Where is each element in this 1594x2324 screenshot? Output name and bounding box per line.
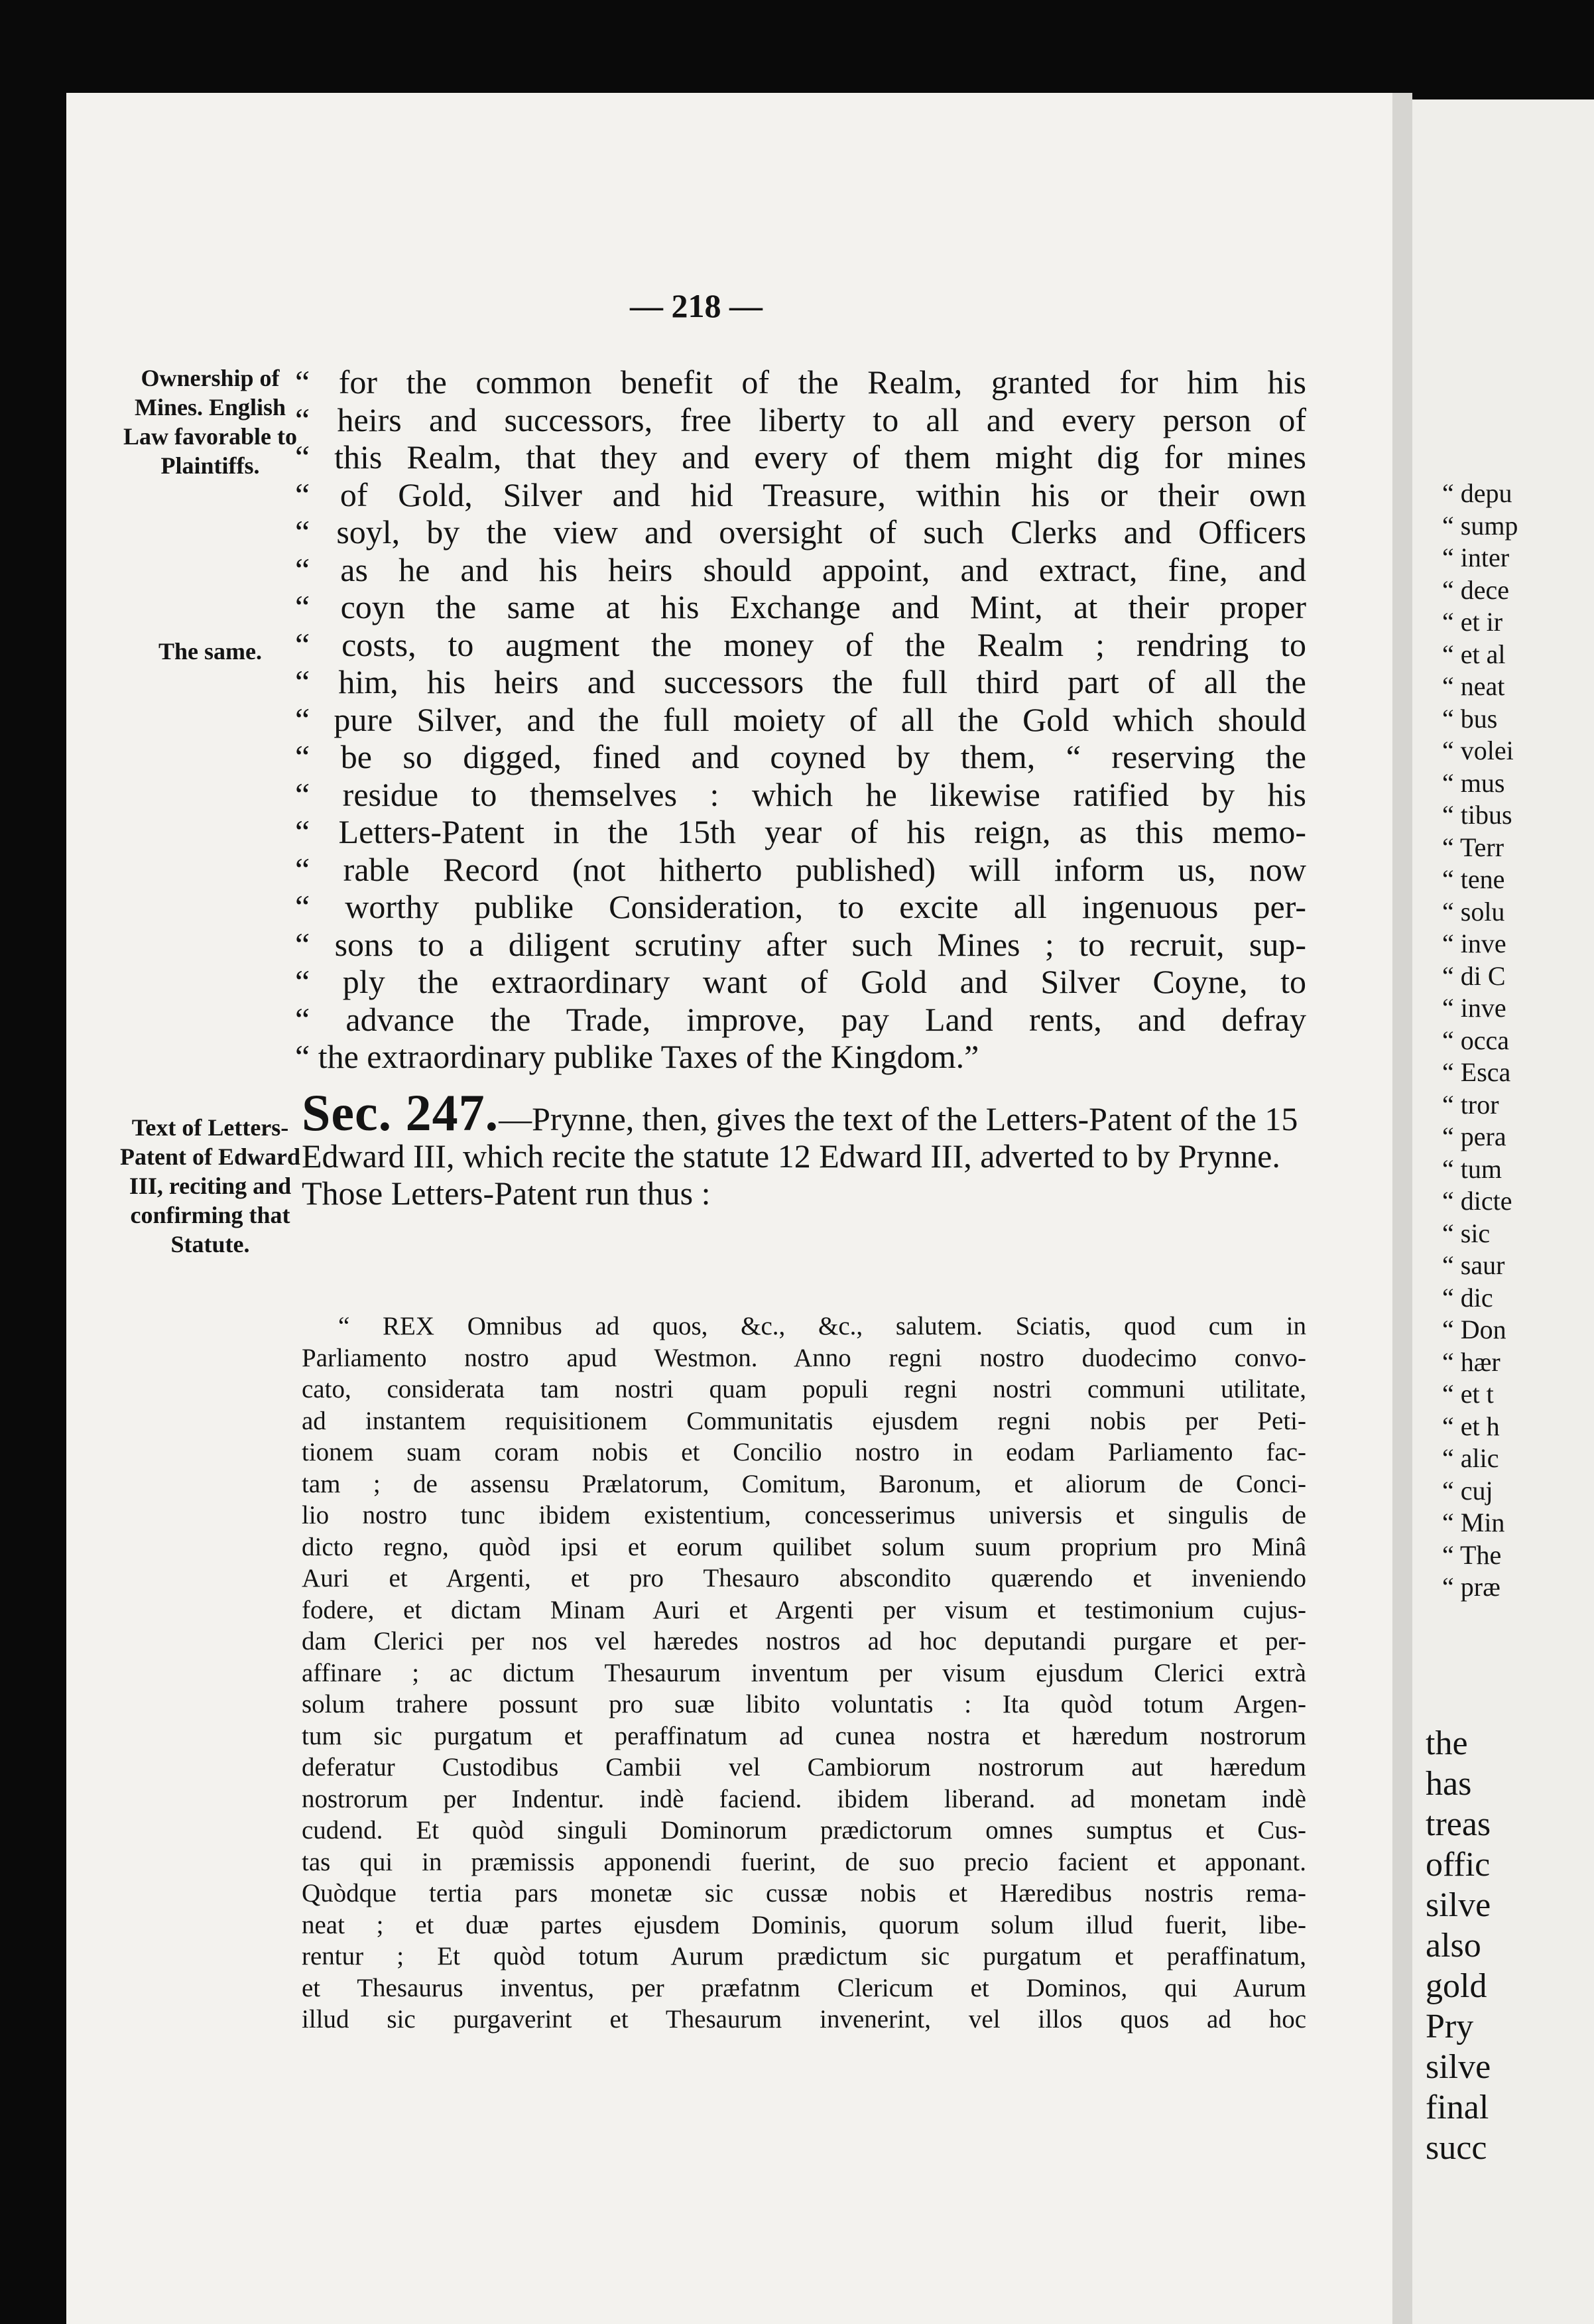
latin-line: rentur ; Et quòd totum Aurum prædictum sic purgatum et peraffinatum, bbox=[302, 1942, 1306, 1970]
quote-line: “ Letters-Patent in the 15th year of his reign, as this memo- bbox=[295, 813, 1306, 850]
latin-line: Quòdque tertia pars monetæ sic cussæ nobis et Hæredibus nostris rema- bbox=[302, 1879, 1306, 1907]
adjacent-quote-fragment: “ volei bbox=[1442, 736, 1514, 765]
quote-line: “ heirs and successors, free liberty to all and every person of bbox=[295, 401, 1306, 438]
adjacent-quote-fragment: “ et al bbox=[1442, 639, 1506, 669]
latin-line: fodere, et dictam Minam Auri et Argenti per visum et testimonium cujus- bbox=[302, 1595, 1306, 1624]
adjacent-quote-fragment: “ solu bbox=[1442, 896, 1505, 927]
quote-line: “ costs, to augment the money of the Realm ; rendring to bbox=[295, 625, 1306, 663]
adjacent-page-body-fragments bbox=[1426, 1723, 1491, 2168]
adjacent-body-fragment: treas bbox=[1426, 1805, 1491, 1843]
page-number: — 218 — bbox=[630, 287, 763, 324]
adjacent-page-quote-fragments bbox=[1442, 478, 1518, 1604]
adjacent-quote-fragment: “ Esca bbox=[1442, 1057, 1511, 1087]
adjacent-body-fragment: gold bbox=[1426, 1967, 1487, 2005]
adjacent-quote-fragment: “ tror bbox=[1442, 1089, 1499, 1120]
latin-line: nostrorum per Indentur. indè faciend. ibidem liberand. ad monetam indè bbox=[302, 1784, 1306, 1813]
adjacent-body-fragment: succ bbox=[1426, 2129, 1487, 2167]
margin-note-same: The same. bbox=[158, 638, 262, 665]
adjacent-quote-fragment: “ et h bbox=[1442, 1411, 1500, 1441]
adjacent-page-edge bbox=[1412, 99, 1594, 2324]
quote-line: “ worthy publike Consideration, to excite all ingenuous per- bbox=[295, 888, 1306, 925]
latin-line: Parliamento nostro apud Westmon. Anno regni nostro duodecimo convo- bbox=[302, 1343, 1306, 1372]
adjacent-quote-fragment: “ mus bbox=[1442, 767, 1505, 798]
latin-line: solum trahere possunt pro suæ libito voluntatis : Ita quòd totum Argen- bbox=[302, 1690, 1306, 1718]
adjacent-quote-fragment: “ Don bbox=[1442, 1315, 1506, 1344]
latin-line: neat ; et duæ partes ejusdem Dominis, quorum solum illud fuerit, libe- bbox=[302, 1910, 1306, 1939]
adjacent-quote-fragment: “ inter bbox=[1442, 543, 1510, 572]
adjacent-quote-fragment: “ dece bbox=[1442, 574, 1510, 605]
adjacent-body-fragment: final bbox=[1426, 2089, 1489, 2126]
quote-line: “ residue to themselves : which he likewise ratified by his bbox=[295, 775, 1306, 813]
adjacent-quote-fragment: “ cuj bbox=[1442, 1475, 1493, 1506]
adjacent-quote-fragment: “ neat bbox=[1442, 671, 1505, 701]
quote-line: “ coyn the same at his Exchange and Mint, at their proper bbox=[295, 588, 1306, 625]
adjacent-quote-fragment: “ The bbox=[1442, 1539, 1502, 1570]
adjacent-quote-fragment: “ sump bbox=[1442, 510, 1518, 541]
quote-line: “ pure Silver, and the full moiety of all the Gold which should bbox=[295, 700, 1306, 738]
latin-line: illud sic purgaverint et Thesaurum invenerint, vel illos quos ad hoc bbox=[302, 2005, 1306, 2033]
quote-line: “ rable Record (not hitherto published) will inform us, now bbox=[295, 850, 1306, 888]
latin-line: “ REX Omnibus ad quos, &c., &c., salutem. Sciatis, quod cum in bbox=[338, 1312, 1306, 1340]
quoted-passage bbox=[295, 363, 1306, 1076]
margin-note-text-of-letters: Text of Letters-Patent of Edward III, reciting and confirming that Statute. bbox=[120, 1114, 300, 1258]
latin-line: dam Clerici per nos vel hæredes nostros ad hoc deputandi purgare et per- bbox=[302, 1627, 1306, 1655]
quote-line: “ as he and his heirs should appoint, and extract, fine, and bbox=[295, 550, 1306, 588]
adjacent-quote-fragment: “ saur bbox=[1442, 1250, 1505, 1280]
quote-line: “ him, his heirs and successors the full third part of all the bbox=[295, 663, 1306, 700]
latin-line: cudend. Et quòd singuli Dominorum prædictorum omnes sumptus et Cus- bbox=[302, 1816, 1306, 1844]
quote-line: “ be so digged, fined and coyned by them, “ reserving the bbox=[295, 738, 1306, 775]
adjacent-body-fragment: silve bbox=[1426, 2048, 1491, 2086]
section-heading: Sec. 247. bbox=[302, 1084, 499, 1141]
adjacent-quote-fragment: “ occa bbox=[1442, 1025, 1510, 1055]
adjacent-quote-fragment: “ inve bbox=[1442, 929, 1506, 958]
adjacent-quote-fragment: “ præ bbox=[1442, 1572, 1501, 1602]
latin-line: cato, considerata tam nostri quam populi regni nostri communi utilitate, bbox=[302, 1375, 1306, 1403]
adjacent-quote-fragment: “ sic bbox=[1442, 1218, 1491, 1248]
adjacent-quote-fragment: “ et ir bbox=[1442, 607, 1503, 637]
section-text: —Prynne, then, gives the text of the Letters-Patent of the 15 Edward III, which recite the statute 12 Edward III, adverted to by Prynne. Those Letters-Patent run thus : bbox=[302, 1100, 1298, 1212]
adjacent-quote-fragment: “ depu bbox=[1442, 478, 1512, 508]
latin-line: dicto regno, quòd ipsi et eorum quilibet solum suum proprium pro Minâ bbox=[302, 1532, 1306, 1561]
adjacent-quote-fragment: “ bus bbox=[1442, 703, 1498, 734]
adjacent-quote-fragment: “ tum bbox=[1442, 1153, 1502, 1184]
adjacent-body-fragment: the bbox=[1426, 1724, 1468, 1762]
quote-line: “ sons to a diligent scrutiny after such Mines ; to recruit, sup- bbox=[295, 925, 1306, 963]
adjacent-quote-fragment: “ tibus bbox=[1442, 800, 1512, 830]
adjacent-body-fragment: has bbox=[1426, 1765, 1472, 1803]
quote-line: “ this Realm, that they and every of them might dig for mines bbox=[295, 438, 1306, 476]
adjacent-quote-fragment: “ et t bbox=[1442, 1379, 1494, 1409]
margin-note-ownership: Ownership of Mines. English Law favorable to Plaintiffs. bbox=[123, 365, 297, 479]
quote-line: “ for the common benefit of the Realm, granted for him his bbox=[295, 363, 1306, 401]
section-247 bbox=[302, 1084, 1306, 1212]
latin-letters-patent bbox=[302, 1311, 1306, 2035]
adjacent-quote-fragment: “ pera bbox=[1442, 1122, 1506, 1151]
adjacent-body-fragment: Pry bbox=[1426, 2008, 1474, 2045]
adjacent-quote-fragment: “ dic bbox=[1442, 1282, 1493, 1313]
latin-line: tum sic purgatum et peraffinatum ad cunea nostra et hæredum nostrorum bbox=[302, 1721, 1306, 1750]
latin-line: tas qui in præmissis apponendi fuerint, de suo precio facient et apponant. bbox=[302, 1847, 1306, 1876]
latin-line: ad instantem requisitionem Communitatis ejusdem regni nobis per Peti- bbox=[302, 1406, 1306, 1435]
adjacent-quote-fragment: “ dicte bbox=[1442, 1186, 1512, 1216]
adjacent-quote-fragment: “ Min bbox=[1442, 1508, 1505, 1537]
adjacent-quote-fragment: “ tene bbox=[1442, 864, 1505, 894]
latin-line: tam ; de assensu Prælatorum, Comitum, Baronum, et aliorum de Conci- bbox=[302, 1469, 1306, 1498]
adjacent-quote-fragment: “ hær bbox=[1442, 1346, 1501, 1377]
latin-line: lio nostro tunc ibidem existentium, concesserimus universis et singulis de bbox=[302, 1501, 1306, 1529]
quote-line: “ of Gold, Silver and hid Treasure, within his or their own bbox=[295, 476, 1306, 513]
adjacent-quote-fragment: “ alic bbox=[1442, 1443, 1499, 1473]
quote-line: “ soyl, by the view and oversight of such Clerks and Officers bbox=[295, 513, 1306, 550]
adjacent-body-fragment: offic bbox=[1426, 1846, 1491, 1884]
adjacent-quote-fragment: “ Terr bbox=[1442, 832, 1504, 862]
latin-line: affinare ; ac dictum Thesaurum inventum per visum ejusdum Clerici extrà bbox=[302, 1658, 1306, 1687]
adjacent-body-fragment: silve bbox=[1426, 1886, 1491, 1924]
adjacent-quote-fragment: “ di C bbox=[1442, 960, 1506, 991]
latin-line: Auri et Argenti, et pro Thesauro abscondito quærendo et inveniendo bbox=[302, 1564, 1306, 1592]
latin-line: deferatur Custodibus Cambii vel Cambiorum nostrorum aut hæredum bbox=[302, 1753, 1306, 1781]
quote-line: “ the extraordinary publike Taxes of the Kingdom.” bbox=[295, 1038, 979, 1075]
page-gutter bbox=[1392, 93, 1412, 2324]
quote-line: “ ply the extraordinary want of Gold and Silver Coyne, to bbox=[295, 963, 1306, 1000]
quote-line: “ advance the Trade, improve, pay Land rents, and defray bbox=[295, 1000, 1306, 1038]
latin-line: tionem suam coram nobis et Concilio nostro in eodam Parliamento fac- bbox=[302, 1438, 1306, 1466]
adjacent-quote-fragment: “ inve bbox=[1442, 993, 1506, 1023]
latin-line: et Thesaurus inventus, per præfatnm Clericum et Dominos, qui Aurum bbox=[302, 1973, 1306, 2002]
adjacent-body-fragment: also bbox=[1426, 1927, 1481, 1965]
